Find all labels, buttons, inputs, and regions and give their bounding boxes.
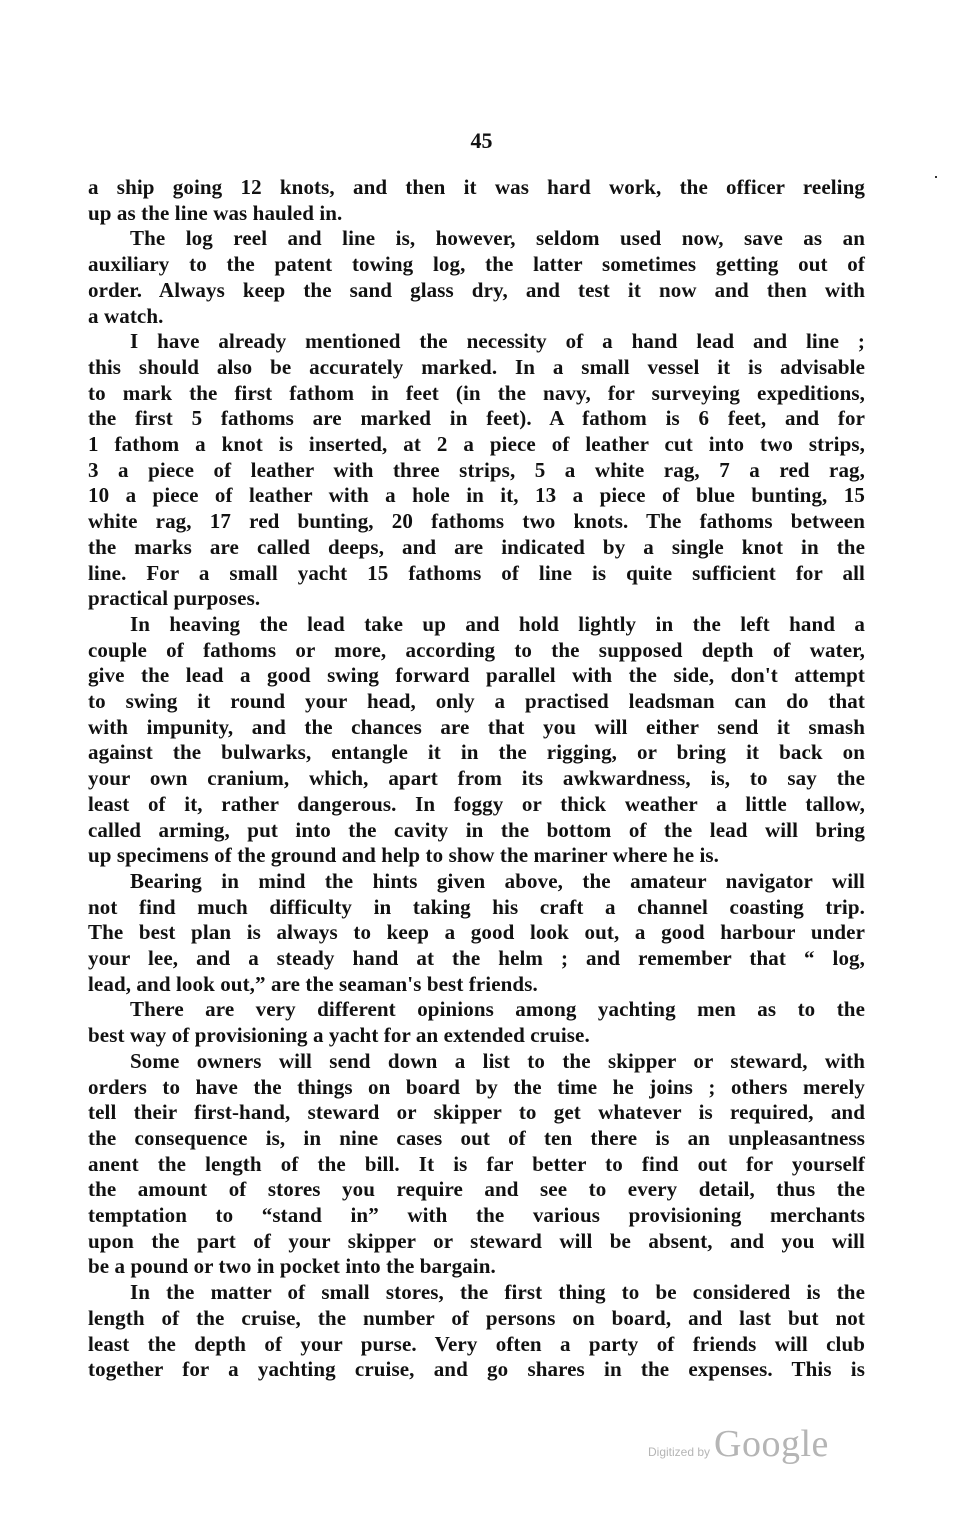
text-line: with impunity, and the chances are that you will either send it smash <box>88 714 865 739</box>
text-line: upon the part of your skipper or steward will be absent, and you will <box>88 1228 865 1253</box>
text-line: There are very different opinions among yachting men as to the <box>130 997 865 1022</box>
text-line: the first 5 fathoms are marked in feet). A fathom is 6 feet, and for <box>88 406 865 431</box>
text-line: I have already mentioned the necessity of a hand lead and line ; <box>130 329 865 354</box>
text-line: a watch. <box>88 303 164 328</box>
text-line: to mark the first fathom in feet (in the navy, for surveying expeditions, <box>88 380 865 405</box>
text-line: lead, and look out,” are the seaman's best friends. <box>88 971 538 996</box>
text-line: the amount of stores you require and see to every detail, thus the <box>88 1177 865 1202</box>
watermark-prefix: Digitized by <box>648 1445 711 1459</box>
text-line: called arming, put into the cavity in the bottom of the lead will bring <box>88 817 865 842</box>
text-line: together for a yachting cruise, and go shares in the expenses. This is <box>88 1357 865 1382</box>
text-line: In heaving the lead take up and hold lightly in the left hand a <box>130 611 865 636</box>
text-line: orders to have the things on board by the time he joins ; others merely <box>88 1074 865 1099</box>
text-line: up as the line was hauled in. <box>88 200 343 225</box>
text-line: 3 a piece of leather with three strips, 5 a white rag, 7 a red rag, <box>88 457 865 482</box>
text-line: Bearing in mind the hints given above, the amateur navigator will <box>130 868 865 893</box>
text-line: be a pound or two in pocket into the bargain. <box>88 1254 496 1279</box>
text-line: 10 a piece of leather with a hole in it, 13 a piece of blue bunting, 15 <box>88 483 865 508</box>
text-line: the marks are called deeps, and are indicated by a single knot in the <box>88 534 865 559</box>
text-line: least the depth of your purse. Very often a party of friends will club <box>88 1331 865 1356</box>
text-line: couple of fathoms or more, according to the supposed depth of water, <box>88 637 865 662</box>
text-line: length of the cruise, the number of persons on board, and last but not <box>88 1305 865 1330</box>
text-line: practical purposes. <box>88 586 261 611</box>
scan-speck <box>935 176 937 178</box>
digitized-watermark <box>648 1422 829 1466</box>
google-logo: Google <box>714 1423 829 1465</box>
text-line: auxiliary to the patent towing log, the latter sometimes getting out of <box>88 252 865 277</box>
text-line: order. Always keep the sand glass dry, and test it now and then with <box>88 277 865 302</box>
text-line: anent the length of the bill. It is far better to find out for yourself <box>88 1151 865 1176</box>
text-line: this should also be accurately marked. In a small vessel it is advisable <box>88 354 865 379</box>
text-line: In the matter of small stores, the first thing to be considered is the <box>130 1280 865 1305</box>
text-line: give the lead a good swing forward parallel with the side, don't attempt <box>88 663 865 688</box>
text-line: The best plan is always to keep a good look out, a good harbour under <box>88 920 865 945</box>
text-line: not find much difficulty in taking his craft a channel coasting trip. <box>88 894 865 919</box>
text-line: Some owners will send down a list to the skipper or steward, with <box>130 1048 865 1073</box>
text-line: least of it, rather dangerous. In foggy or thick weather a little tallow, <box>88 791 865 816</box>
text-line: best way of provisioning a yacht for an extended cruise. <box>88 1023 590 1048</box>
page-number: 45 <box>470 128 493 153</box>
text-line: temptation to “stand in” with the various provisioning merchants <box>88 1203 865 1227</box>
text-line: The log reel and line is, however, seldom used now, save as an <box>130 226 865 251</box>
text-line: to swing it round your head, only a practised leadsman can do that <box>88 689 865 713</box>
text-line: your own cranium, which, apart from its awkwardness, is, to say the <box>88 766 865 791</box>
text-line: tell their first-hand, steward or skipper to get whatever is required, and <box>88 1100 865 1125</box>
text-line: a ship going 12 knots, and then it was hard work, the officer reeling <box>88 175 865 199</box>
text-line: up specimens of the ground and help to show the mariner where he is. <box>88 843 720 868</box>
text-line: against the bulwarks, entangle it in the rigging, or bring it back on <box>88 740 865 765</box>
text-line: the consequence is, in nine cases out of ten there is an unpleasantness <box>88 1125 865 1150</box>
text-line: 1 fathom a knot is inserted, at 2 a piece of leather cut into two strips, <box>88 432 865 456</box>
text-line: white rag, 17 red bunting, 20 fathoms two knots. The fathoms between <box>88 509 865 534</box>
text-line: line. For a small yacht 15 fathoms of line is quite sufficient for all <box>88 560 865 585</box>
text-line: your lee, and a steady hand at the helm ; and remember that “ log, <box>88 946 865 970</box>
